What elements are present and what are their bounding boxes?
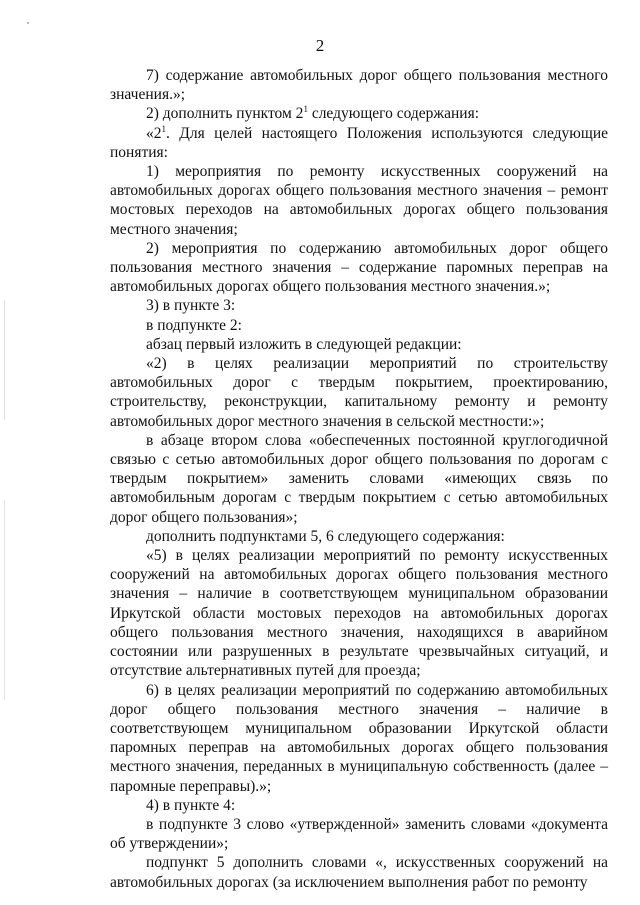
page-number: 2 bbox=[315, 36, 325, 55]
document-body bbox=[110, 66, 608, 892]
paragraph: 1) мероприятия по ремонту искусственных сооружений на автомобильных дорогах общего пользования местного значения – ремонт мостовых переходов на автомобильных дорогах общего пользования местного значения; bbox=[110, 163, 608, 238]
scan-artifact-line bbox=[4, 300, 5, 420]
paragraph-text: . Для целей настоящего Положения используются следующие понятия: bbox=[110, 124, 608, 161]
superscript: 1 bbox=[303, 104, 308, 115]
scan-artifact-line bbox=[4, 500, 5, 700]
paragraph: в абзаце втором слова «обеспеченных постоянной круглогодичной связью с сетью автомобильных дорог общего пользования по дорогам с твердым покрытием» заменить словами «имеющих связь по автомобильным дорогам с твердым покрытием с сетью автомобильных дорог общего пользования»; bbox=[110, 431, 608, 526]
paragraph: «5) в целях реализации мероприятий по ремонту искусственных сооружений на автомобильных дорогах общего пользования местного значения – наличие в соответствующем муниципальном образовании Иркутской области мостовых переходов на автомобильных дорогах общего пользования местного значения, находящихся в аварийном состоянии или разрушенных в результате чрезвычайных ситуаций, и отсутствие альтернативных путей для проезда; bbox=[110, 547, 608, 680]
paragraph: абзац первый изложить в следующей редакции: bbox=[146, 335, 462, 353]
paragraph: в подпункте 2: bbox=[146, 316, 242, 334]
paragraph-text: 2) дополнить пунктом 2 bbox=[146, 105, 304, 123]
paragraph: 3) в пункте 3: bbox=[146, 297, 236, 315]
paragraph: 2) мероприятия по содержанию автомобильных дорог общего пользования местного значения – содержание паромных переправ на автомобильных дорогах общего пользования местного значения.»; bbox=[110, 239, 608, 296]
paragraph bbox=[110, 124, 608, 162]
scan-artifact-dot bbox=[27, 22, 29, 24]
superscript: 1 bbox=[161, 123, 166, 134]
paragraph: подпункт 5 дополнить словами «, искусственных сооружений на автомобильных дорогах (за исключением выполнения работ по ремонту bbox=[110, 854, 608, 891]
paragraph: 4) в пункте 4: bbox=[146, 796, 236, 814]
paragraph: «2) в целях реализации мероприятий по строительству автомобильных дорог с твердым покрытием, проектированию, строительству, реконструкции, капитальному ремонту и ремонту автомобильных дорог местного значения в сельской местности:»; bbox=[110, 355, 608, 430]
paragraph: дополнить подпунктами 5, 6 следующего содержания: bbox=[146, 527, 505, 545]
paragraph bbox=[110, 104, 608, 123]
paragraph-text: следующего содержания: bbox=[307, 105, 480, 123]
paragraph: 6) в целях реализации мероприятий по содержанию автомобильных дорог общего пользования местного значения – наличие в соответствующем муниципальном образовании Иркутской области паромных переправ на автомобильных дорогах общего пользования местного значения, переданных в муниципальную собственность (далее – паромные переправы).»; bbox=[110, 681, 608, 795]
paragraph-text: «2 bbox=[146, 124, 162, 142]
paragraph: 7) содержание автомобильных дорог общего пользования местного значения.»; bbox=[110, 67, 608, 104]
paragraph: в подпункте 3 слово «утвержденной» заменить словами «документа об утверждении»; bbox=[110, 815, 608, 853]
